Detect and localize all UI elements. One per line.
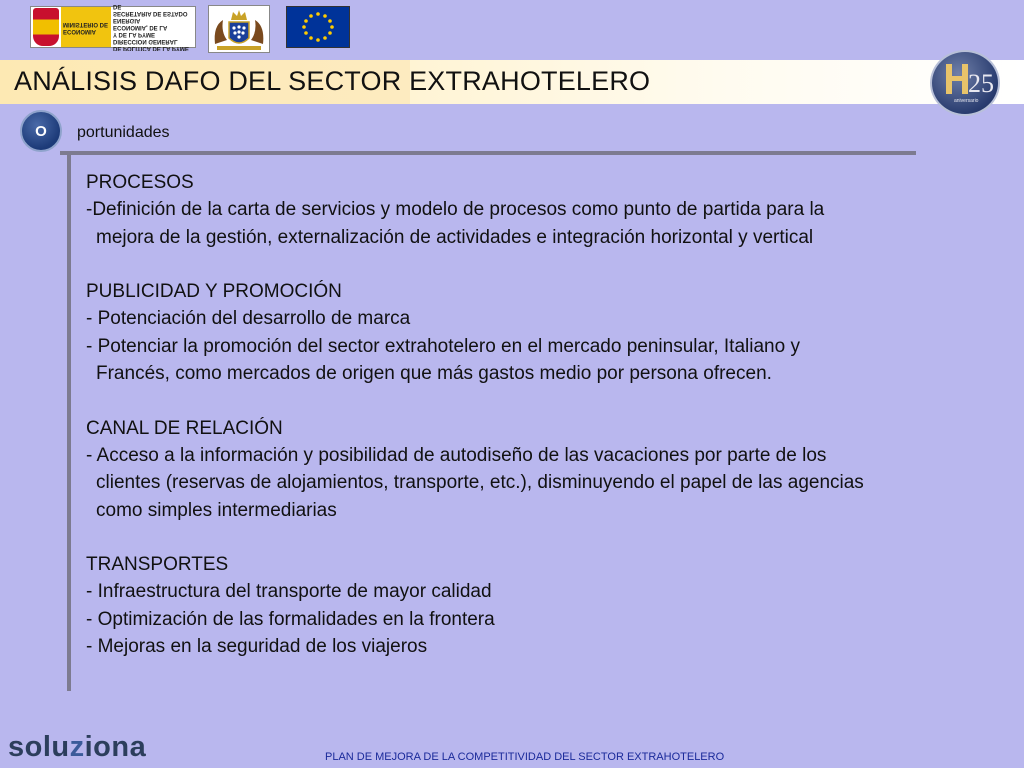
anniversary-25-icon [932,52,998,114]
eu-stars-icon [287,7,349,47]
brand-part: z [69,731,85,763]
bullet-continuation: como simples intermediarias [96,499,337,521]
brand-part: iona [84,731,147,763]
bullet-line: - Acceso a la información y posibilidad de autodiseño de las vacaciones por parte de los [86,444,827,466]
ministry-logo-line: MINISTERIO DE [63,21,109,27]
section-heading: PUBLICIDAD Y PROMOCIÓN [86,281,342,303]
ministry-logo-line: Y DE LA PYME [113,31,156,38]
bullet-line: - Optimización de las formalidades en la frontera [86,608,495,630]
canarias-coat-of-arms-logo [208,5,270,53]
content-body [86,169,1022,660]
brand-part: solu [8,731,70,763]
section-heading: PROCESOS [86,172,194,193]
anniversary-badge-logo [930,50,1000,116]
spacer [86,524,1022,551]
bullet-continuation: mejora de la gestión, externalización de actividades e integración horizontal y vertical [96,226,814,248]
ministry-logo-line: DE POLITICA DE LA PYME [113,45,189,52]
badge-number: 25 [968,69,994,98]
soluziona-logo [8,731,146,764]
ministry-logo [30,3,196,52]
ministry-logo-text-mid [61,7,111,47]
horizontal-rule [60,151,916,155]
ministry-logo-line: ECONOMIA [63,28,96,34]
spacer [86,251,1022,278]
bullet-line: - Potenciación del desarrollo de marca [86,308,411,330]
section-heading: CANAL DE RELACIÓN [86,417,283,439]
ministry-logo-line: ECONOMIA, DE LA ENERGIA [113,17,168,31]
footer-caption: PLAN DE MEJORA DE LA COMPETITIVIDAD DEL SECTOR EXTRAHOTELERO [325,751,725,763]
section-subtitle: portunidades [77,124,170,141]
vertical-rule [67,151,71,691]
ministry-logo-text-right [111,3,195,52]
bullet-line: - Infraestructura del transporte de mayor calidad [86,581,492,603]
ministry-logo-line: DIRECCION GENERAL [113,38,178,45]
spain-coat-of-arms-icon [33,8,59,46]
page-title: ANÁLISIS DAFO DEL SECTOR EXTRAHOTELERO [14,66,651,96]
canarias-coat-of-arms-icon [209,6,269,52]
eu-flag-logo [286,6,350,48]
bullet-line: - Potenciar la promoción del sector extrahotelero en el mercado peninsular, Italiano y [86,335,800,357]
spacer [86,387,1022,414]
bullet-continuation: clientes (reservas de alojamientos, transporte, etc.), disminuyendo el papel de las agencias [96,472,864,494]
badge-caption: aniversario [954,98,979,104]
ministry-logo-line: SECRETARIA DE ESTADO DE [113,3,188,17]
bullet-line: -Definición de la carta de servicios y modelo de procesos como punto de partida para la [86,199,825,221]
bullet-continuation: Francés, como mercados de origen que más gastos medio por persona ofrecen. [96,363,772,385]
section-marker-circle: O [20,110,62,152]
section-heading: TRANSPORTES [86,554,229,576]
bullet-line: - Mejoras en la seguridad de los viajeros [86,636,428,658]
